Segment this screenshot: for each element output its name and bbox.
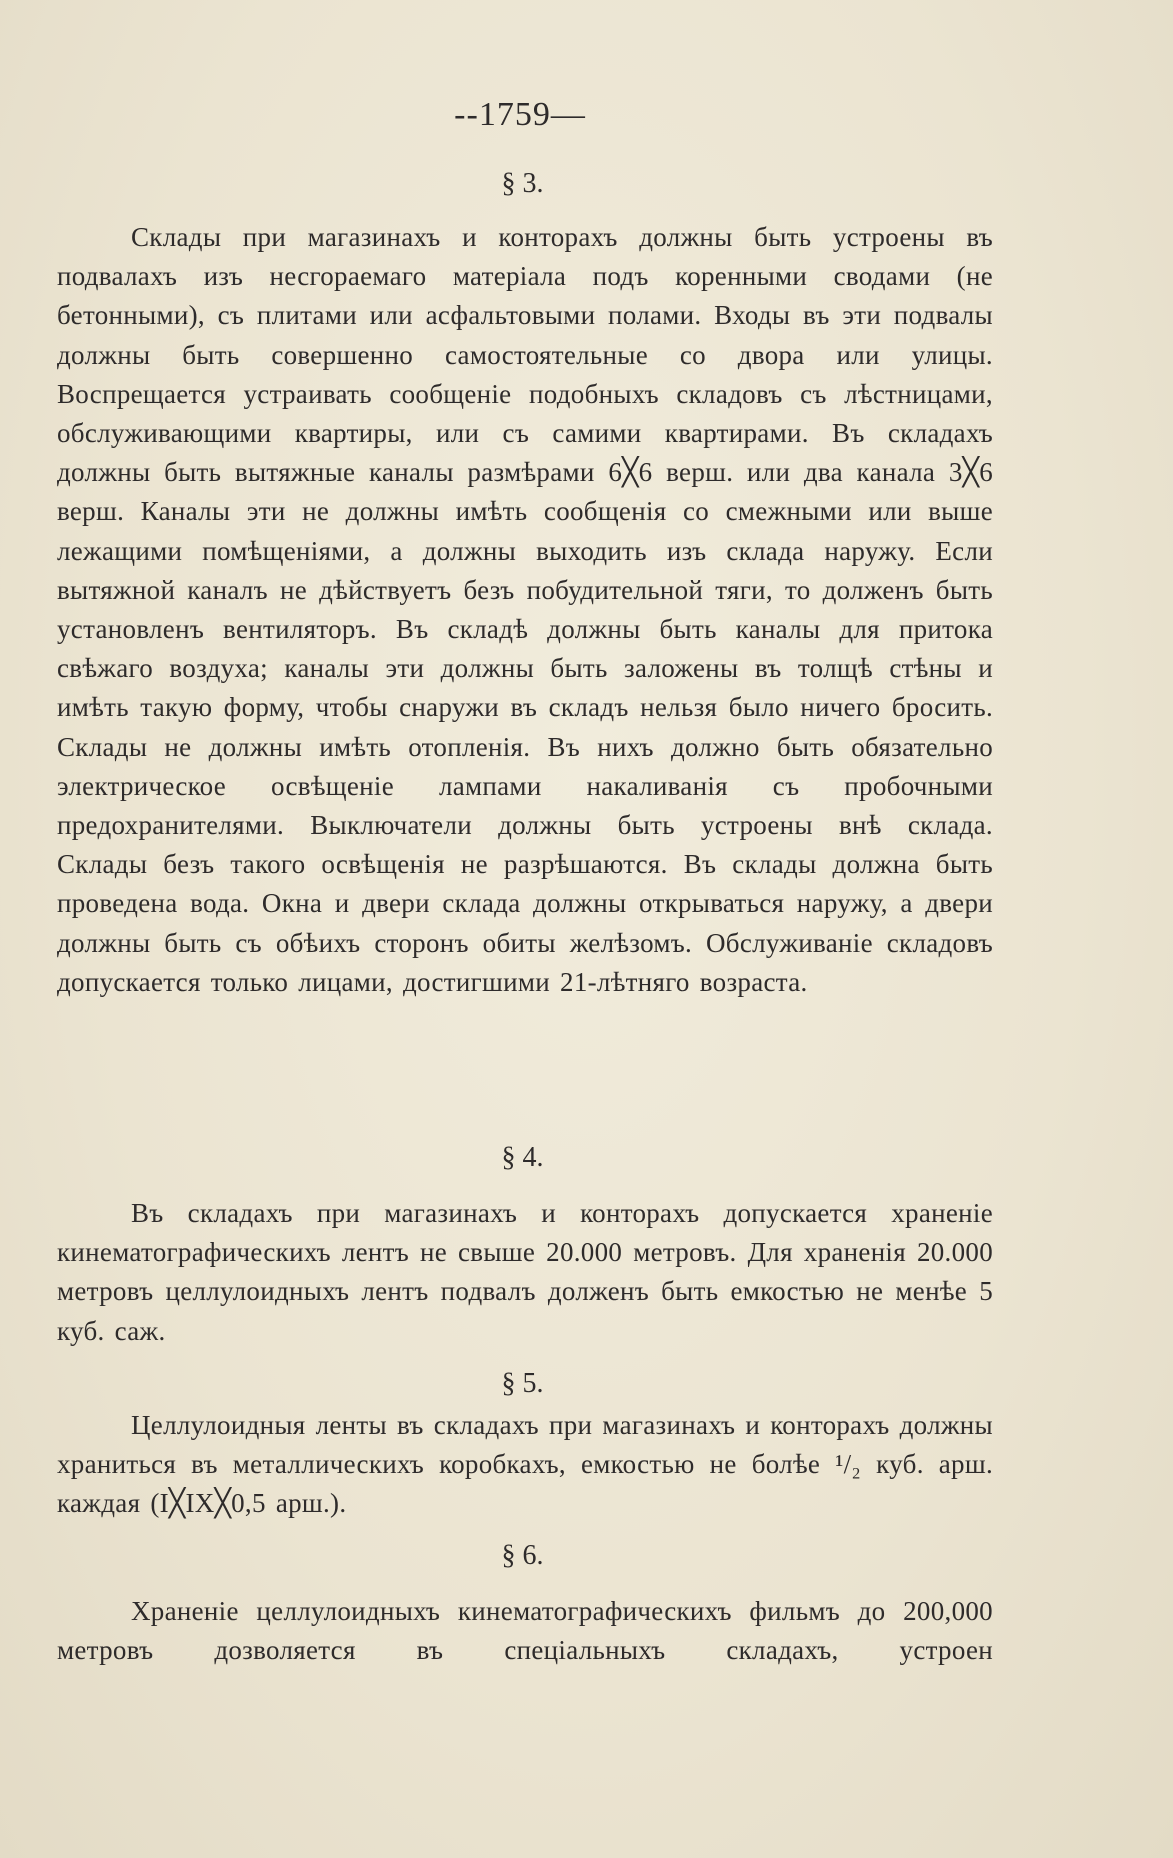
- section-heading-6: § 6.: [501, 1540, 544, 1571]
- section-paragraph-5: Целлулоидныя ленты въ складахъ при магазинахъ и конторахъ должны храниться въ металлическихъ коробкахъ, емкостью не болѣе ¹/₂ куб. арш. каждая (I╳IX╳0,5 арш.).: [57, 1410, 993, 1519]
- section-paragraph-6: Храненіе целлулоидныхъ кинематографическихъ фильмъ до 200,000 метровъ дозволяется въ спеціальныхъ складахъ, устроен: [57, 1596, 993, 1666]
- section-heading-4: § 4.: [501, 1142, 544, 1173]
- section-paragraph-4: Въ складахъ при магазинахъ и конторахъ допускается храненіе кинематографическихъ лентъ не свыше 20.000 метровъ. Для храненія 20.000 метровъ целлулоидныхъ лентъ подвалъ долженъ быть емкостью не менѣе 5 куб. саж.: [57, 1198, 993, 1346]
- section-paragraph-3: Склады при магазинахъ и конторахъ должны быть устроены въ подвалахъ изъ несгораемаго матеріала подъ коренными сводами (не бетонными), съ плитами или асфальтовыми полами. Входы въ эти подвалы должны быть совершенно самостоятельные со двора или улицы. Воспрещается устраивать сообщеніе подобныхъ складовъ съ лѣстницами, обслуживающими квартиры, или съ самими квартирами. Въ складахъ должны быть вытяжные каналы размѣрами 6╳6 верш. или два канала 3╳6 верш. Каналы эти не должны имѣть сообщенія со смежными или выше лежащими помѣщеніями, а должны выходить изъ склада наружу. Если вытяжной каналъ не дѣйствуетъ безъ побудительной тяги, то долженъ быть установленъ вентиляторъ. Въ складѣ должны быть каналы для притока свѣжаго воздуха; каналы эти должны быть заложены въ толщѣ стѣны и имѣть такую форму, чтобы снаружи въ складъ нельзя было ничего бросить. Склады не должны имѣть отопленія. Въ нихъ должно быть обязательно электрическое освѣщеніе лампами накаливанія съ пробочными предохранителями. Выключатели должны быть устроены внѣ склада. Склады безъ такого освѣщенія не разрѣшаются. Въ склады должна быть проведена вода. Окна и двери склада должны открываться наружу, а двери должны быть съ обѣихъ сторонъ обиты желѣзомъ. Обслуживаніе складовъ допускается только лицами, достигшими 21-лѣтняго возраста.: [57, 222, 993, 997]
- section-heading-3: § 3.: [501, 168, 544, 199]
- page-number: --1759—: [454, 96, 586, 133]
- section-heading-5: § 5.: [501, 1368, 544, 1399]
